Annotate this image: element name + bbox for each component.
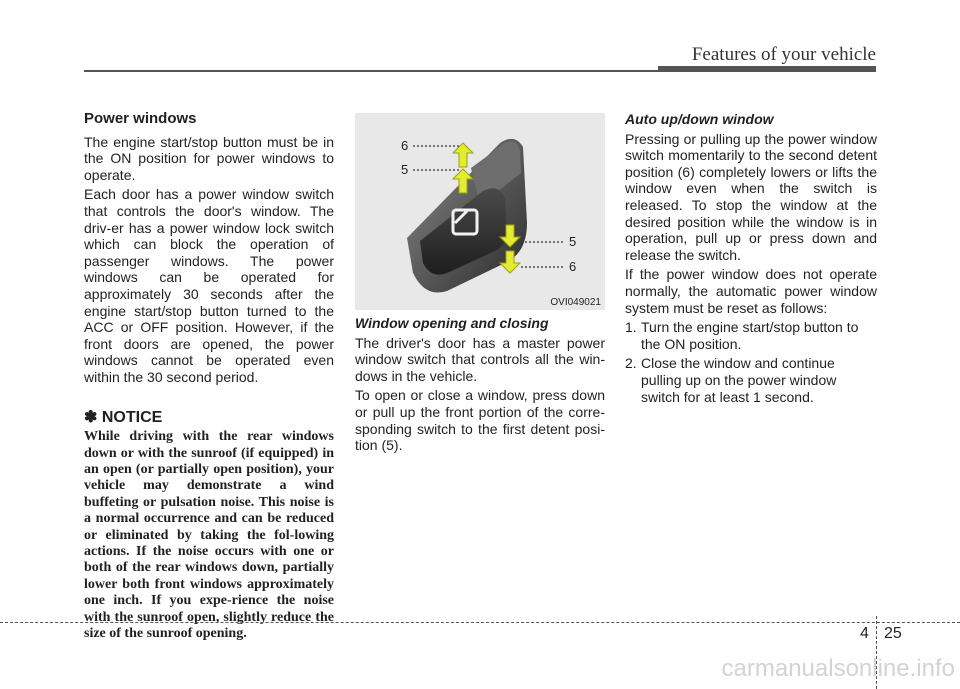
step-text: Close the window and continue pulling up on the power window switch for at least 1 second. [641, 355, 837, 405]
section-header-title: Features of your vehicle [691, 44, 876, 65]
header-rule-accent [658, 66, 876, 72]
figure-code: OVI049021 [550, 297, 601, 308]
step-number: 1. [625, 319, 637, 336]
step-text: Turn the engine start/stop button to the ON position. [641, 319, 859, 352]
paragraph: Each door has a power window switch that controls the door's window. The driv-er has a power window lock switch which can block the operation of passenger windows. The power windows can be operated for approximately 30 seconds after the engine start/stop button turned to the ACC or OFF position. However, if the front doors are opened, the power windows cannot be operated even within the 30 second period. [84, 186, 334, 385]
callout-label-5: 5 [401, 162, 409, 177]
auto-up-down-heading: Auto up/down window [625, 111, 774, 127]
footer-rule [0, 622, 960, 623]
chapter-number: 4 [860, 625, 869, 642]
callout-label-6: 6 [401, 138, 409, 153]
arrow-up-first-detent-icon [453, 143, 473, 167]
reset-steps-list [625, 319, 877, 405]
notice-star-icon: ✽ [84, 408, 98, 426]
notice-text: While driving with the rear windows down or with the sunroof (if equipped) in an open (or partially open position), your vehicle may demonstrate a wind buffeting or pulsation noise. This noise is a normal occurrence and can be reduced or eliminated by taking the fol-lowing actions. If the noise occurs with one or both of the rear windows down, partially lower both front windows approximately one inch. If you expe-rience the noise with the sunroof open, slightly reduce the size of the sunroof opening. [84, 429, 334, 641]
window-opening-closing-heading: Window opening and closing [355, 315, 549, 331]
page-number: 25 [884, 625, 902, 642]
paragraph: Pressing or pulling up the power window switch momentarily to the second detent position (6) completely lowers or lifts the window even when the switch is released. To stop the window at the desired position while the window is in operation, pull up or press down and release the switch. [625, 130, 877, 263]
window-switch-drawing [355, 113, 605, 310]
column-left [84, 111, 334, 645]
window-switch-illustration [355, 113, 605, 310]
column-right [625, 111, 877, 408]
paragraph: To open or close a window, press down or pull up the front portion of the corre-sponding switch to the first detent posi-tion (5). [355, 387, 605, 454]
notice-label: NOTICE [101, 408, 163, 426]
list-item [625, 319, 877, 352]
paragraph: The engine start/stop button must be in the ON position for power windows to operate. [84, 133, 334, 183]
callout-label-5: 5 [569, 234, 577, 249]
column-middle [355, 315, 605, 457]
list-item [625, 355, 877, 405]
paragraph: If the power window does not operate normally, the automatic power window system must be reset as follows: [625, 266, 877, 316]
watermark: carmanualsonline.info [721, 655, 955, 682]
paragraph: The driver's door has a master power window switch that controls all the win-dows in the vehicle. [355, 334, 605, 384]
callout-label-6: 6 [569, 259, 577, 274]
notice-heading [84, 410, 334, 427]
step-number: 2. [625, 355, 637, 372]
power-windows-heading: Power windows [84, 110, 197, 127]
